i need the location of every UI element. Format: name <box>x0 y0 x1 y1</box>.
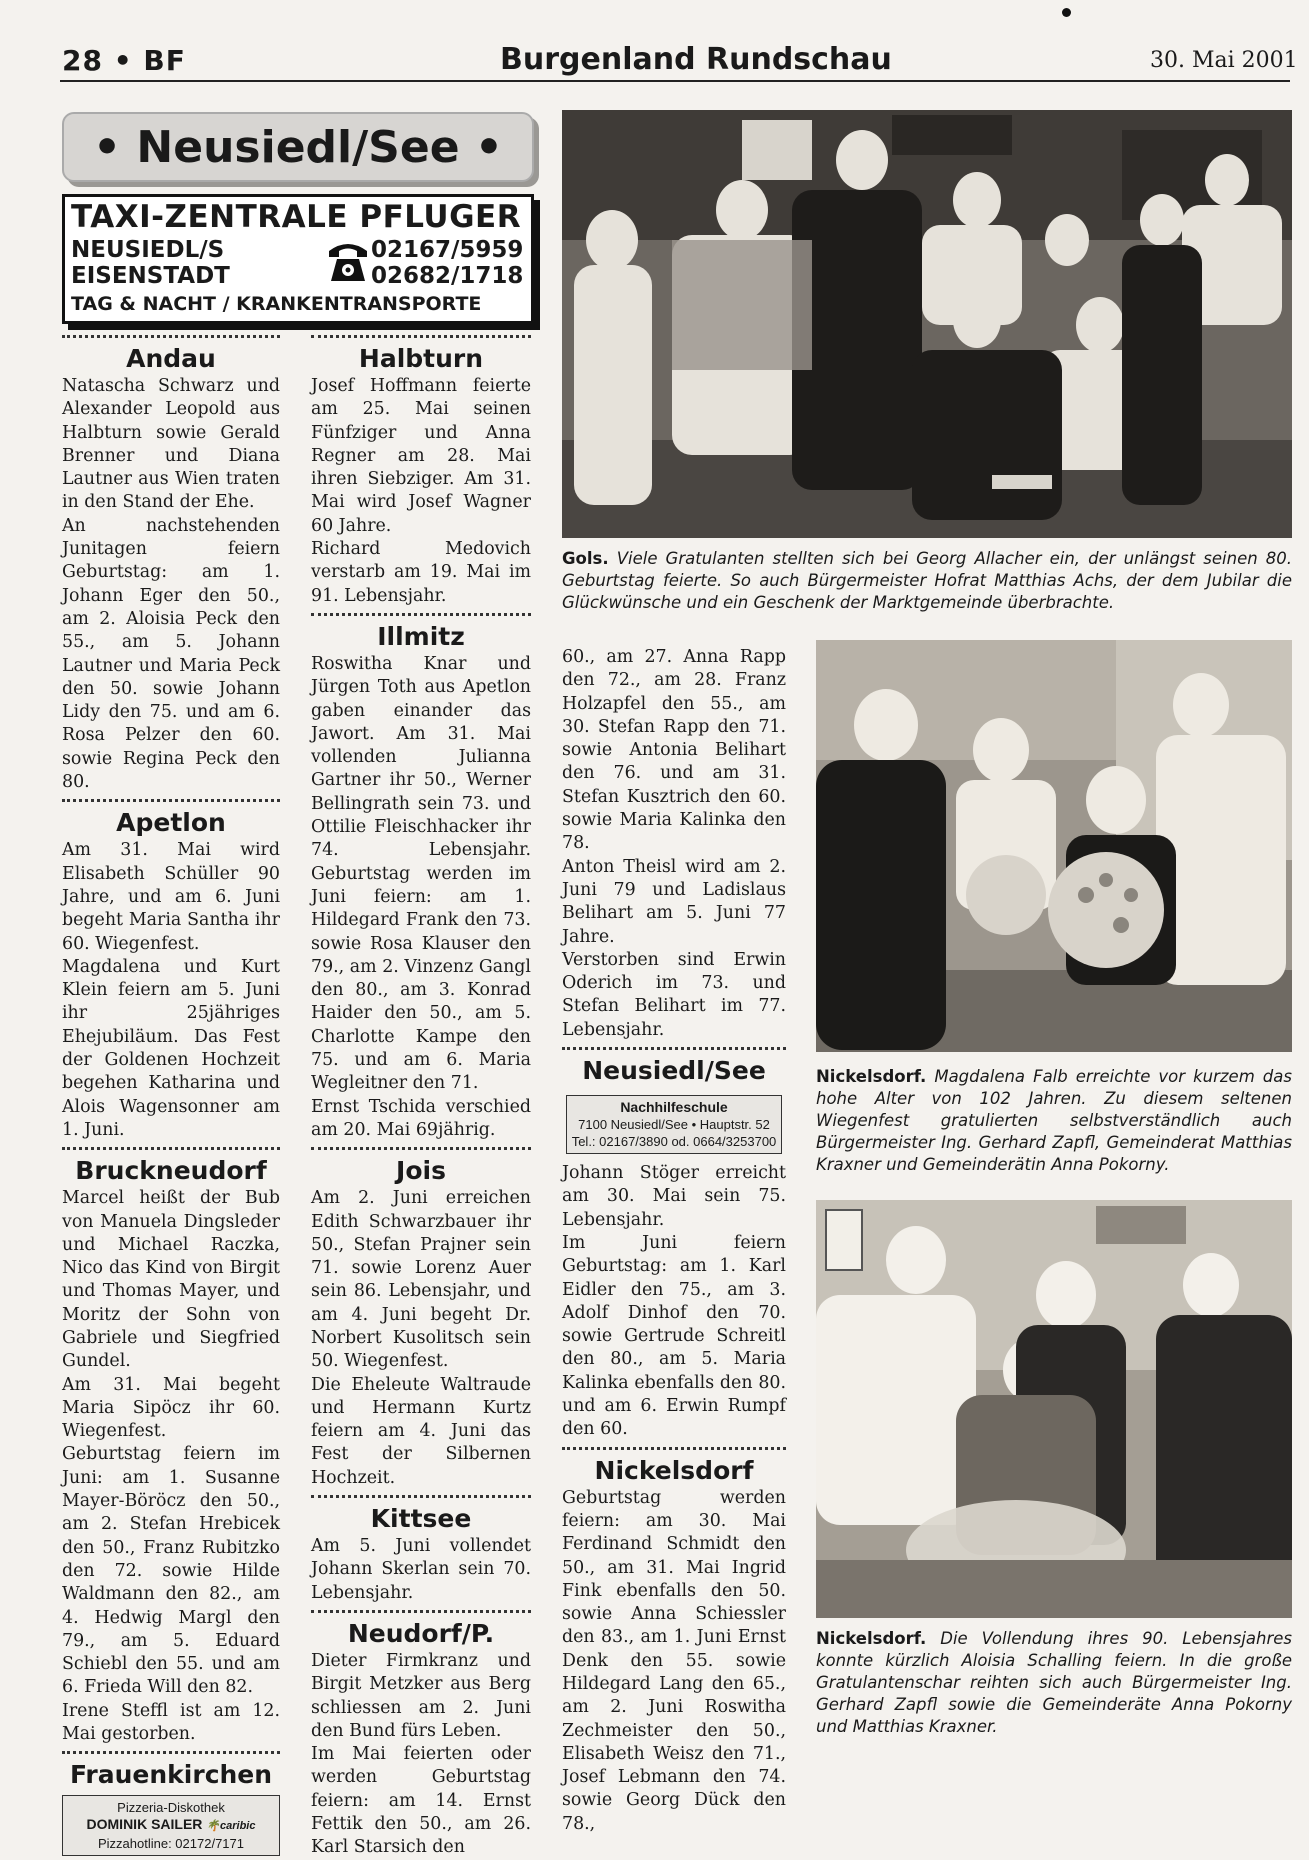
taxi-ad-tagline: TAG & NACHT / KRANKENTRANSPORTE <box>71 293 482 315</box>
dotted-separator <box>62 1147 280 1150</box>
article-apetlon-2: Magdalena und Kurt Klein feiern am 5. Juni ihr 25jähriges Ehejubiläum. Das Fest der Goldenen Hochzeit begehen Katharina und Alois Wagensonner am 1. Juni. <box>62 956 280 1140</box>
caption-nickelsdorf-1 <box>816 1066 1292 1176</box>
taxi-ad-phone1: 02167/5959 <box>371 237 524 263</box>
heading-illmitz: Illmitz <box>377 621 465 651</box>
print-dot <box>1062 8 1071 17</box>
dotted-separator <box>311 1495 531 1498</box>
article-illmitz-continued-2: Anton Theisl wird am 2. Juni 79 und Ladislaus Belihart am 5. Juni 77 Jahre. <box>562 856 786 947</box>
article-andau: Natascha Schwarz und Alexander Leopold aus Halbturn sowie Gerald Brenner und Diana Lautner aus Wien traten in den Stand der Ehe. <box>62 376 280 513</box>
heading-frauenkirchen: Frauenkirchen <box>69 1760 273 1790</box>
caption-nickelsdorf-2-text: Die Vollendung ihres 90. Lebensjahres konnte kürzlich Aloisia Schalling feiern. In die große Gratulantenschar reihten sich auch Bürgermeister Ing. Gerhard Zapfl sowie die Gemeinderäte Anna Pokorny und Matthias Kraxner. <box>816 1629 1293 1736</box>
caption-nickelsdorf-2 <box>816 1628 1292 1738</box>
taxi-ad-city1: NEUSIEDL/S <box>71 237 225 263</box>
caption-gols-text: Viele Gratulanten stellten sich bei Georg Allacher ein, der unlängst seinen 80. Geburtstag feierte. So auch Bürgermeister Hofrat Matthias Achs, der dem Jubilar die Glückwünsche und ein Geschenk der Marktgemeinde überbrachte. <box>562 549 1293 612</box>
article-neudorf: Dieter Firmkranz und Birgit Metzker aus Berg schliessen am 2. Juni den Bund fürs Leben. <box>311 1650 531 1741</box>
caption-gols <box>562 548 1292 614</box>
nachhilfe-ad-phone: Tel.: 02167/3890 od. 0664/3253700 <box>571 1134 777 1150</box>
article-halbturn-2: Richard Medovich verstarb am 19. Mai im 91. Lebensjahr. <box>311 539 531 606</box>
nachhilfe-ad <box>566 1095 782 1154</box>
article-halbturn: Josef Hoffmann feierte am 25. Mai seinen Fünfziger und Anna Regner am 28. Mai ihren Siebziger. Am 31. Mai wird Josef Wagner 60 Jahre. <box>311 376 531 536</box>
dotted-separator <box>562 1047 786 1050</box>
dotted-separator <box>62 1751 280 1754</box>
taxi-ad-phone2: 02682/1718 <box>371 263 524 289</box>
article-neusiedl: Johann Stöger erreicht am 30. Mai sein 75. Lebensjahr. <box>562 1163 786 1230</box>
article-kittsee: Am 5. Juni vollendet Johann Skerlan sein 70. Lebensjahr. <box>311 1536 531 1603</box>
heading-nickelsdorf: Nickelsdorf <box>594 1455 754 1485</box>
dotted-separator <box>311 335 531 338</box>
taxi-ad <box>62 194 534 324</box>
article-bruckneudorf: Marcel heißt der Bub von Manuela Dingsleder und Michael Raczka, Nico das Kind von Birgit und Thomas Mayer, und Moritz der Sohn von Gabriele und Siegfried Gundel. <box>62 1188 280 1372</box>
nachhilfe-ad-address: 7100 Neusiedl/See • Hauptstr. 52 <box>578 1117 770 1133</box>
heading-neudorf: Neudorf/P. <box>347 1618 495 1648</box>
taxi-ad-city2: EISENSTADT <box>71 263 230 289</box>
heading-apetlon: Apetlon <box>116 808 226 838</box>
taxi-ad-name: TAXI-ZENTRALE PFLUGER <box>71 199 522 235</box>
article-illmitz: Roswitha Knar und Jürgen Toth aus Apetlon gaben einander das Jawort. Am 31. Mai vollenden Julianna Gartner ihr 50., Werner Bellingrath sein 73. und Ottilie Fleischhacker ihr 74. Lebensjahr. Geburtstag werden im Juni feiern: am 1. Hildegard Frank den 73. sowie Rosa Klauser den 79., am 2. Vinzenz Gangl den 80., am 3. Konrad Haider den 50., am 5. Charlotte Kampe den 75. und am 6. Maria Wegleitner den 71. <box>311 653 531 1094</box>
palm-logo-icon: 🌴caribic <box>206 1820 256 1833</box>
dotted-separator <box>311 613 531 616</box>
heading-neusiedl: Neusiedl/See <box>582 1056 766 1086</box>
pizzeria-ad <box>62 1795 280 1856</box>
photo-nickelsdorf-birthday-90 <box>816 1200 1292 1618</box>
article-jois-2: Die Eheleute Waltraude und Hermann Kurtz feiern am 4. Juni das Fest der Silbernen Hochzeit. <box>311 1374 531 1488</box>
article-jois: Am 2. Juni erreichen Edith Schwarzbauer ihr 50., Stefan Prajner sein 71. sowie Lorenz Auer sein 86. Lebensjahr, und am 4. Juni begeht Dr. Norbert Kusolitsch sein 50. Wiegenfest. <box>311 1188 531 1372</box>
dotted-separator <box>311 1610 531 1613</box>
page-number: 28 • BF <box>62 44 186 77</box>
caption-nickelsdorf-2-place: Nickelsdorf. <box>816 1629 927 1648</box>
article-illmitz-continued-3: Verstorben sind Erwin Oderich im 73. und Stefan Belihart im 77. Lebensjahr. <box>562 949 786 1040</box>
dotted-separator <box>311 1147 531 1150</box>
photo-nickelsdorf-birthday-102 <box>816 640 1292 1052</box>
pizzeria-ad-line1: Pizzeria-Diskothek <box>117 1800 225 1816</box>
heading-andau: Andau <box>126 344 216 373</box>
heading-jois: Jois <box>396 1156 446 1186</box>
publication-title: Burgenland Rundschau <box>500 42 892 77</box>
nachhilfe-ad-name: Nachhilfeschule <box>620 1099 728 1116</box>
issue-date: 30. Mai 2001 <box>1150 48 1298 73</box>
article-andau-2: An nachstehenden Junitagen feiern Geburtstag: am 1. Johann Eger den 50., am 2. Aloisia Peck den 55., am 5. Johann Lautner und Maria Peck den 50. sowie Johann Lidy den 75. und am 6. Rosa Pelzer den 60. sowie Regina Peck den 80. <box>62 515 280 793</box>
article-bruckneudorf-3: Geburtstag feiern im Juni: am 1. Susanne Mayer-Böröcz den 50., am 2. Stefan Hrebicek den 50., Franz Rubitzko den 72. sowie Hilde Waldmann den 82., am 4. Hedwig Margl den 79., am 5. Eduard Schiebl den 55. und am 6. Frieda Will den 82. <box>62 1444 280 1698</box>
dotted-separator <box>62 335 280 338</box>
article-neudorf-2: Im Mai feierten oder werden Geburtstag feiern: am 14. Ernst Fettik den 50., am 26. Karl Starsich den <box>311 1744 531 1858</box>
region-banner: • Neusiedl/See • <box>62 112 534 182</box>
article-illmitz-continued: 60., am 27. Anna Rapp den 72., am 28. Franz Holzapfel den 55., am 30. Stefan Rapp den 71. sowie Antonia Belihart den 76. und am 31. Stefan Kusztrich den 60. sowie Maria Kalinka den 78. <box>562 647 786 854</box>
dotted-separator <box>62 799 280 802</box>
pizzeria-ad-name: DOMINIK SAILER 🌴caribic <box>86 1816 256 1833</box>
article-bruckneudorf-4: Irene Steffl ist am 12. Mai gestorben. <box>62 1700 280 1745</box>
heading-halbturn: Halbturn <box>358 344 484 373</box>
heading-bruckneudorf: Bruckneudorf <box>75 1156 267 1186</box>
column-3 <box>562 646 786 1836</box>
dotted-separator <box>562 1447 786 1450</box>
article-nickelsdorf: Geburtstag werden feiern: am 30. Mai Ferdinand Schmidt den 50., am 31. Mai Ingrid Fink ebenfalls den 50. sowie Anna Schiessler den 83., am 1. Juni Ernst Denk den 55. sowie Hildegard Lang den 65., am 2. Juni Roswitha Zechmeister den 50., Elisabeth Weisz den 71., Josef Lebmann den 74. sowie Georg Dück den 78., <box>562 1487 786 1834</box>
article-bruckneudorf-2: Am 31. Mai begeht Maria Sipöcz ihr 60. Wiegenfest. <box>62 1374 280 1442</box>
column-1 <box>62 330 280 1860</box>
caption-nickelsdorf-1-place: Nickelsdorf. <box>816 1067 927 1086</box>
masthead-rule <box>60 80 1290 82</box>
photo-gols-group <box>562 110 1292 538</box>
pizzeria-ad-hotline: Pizzahotline: 02172/7171 <box>97 1836 244 1852</box>
caption-nickelsdorf-1-text: Magdalena Falb erreichte vor kurzem das hohe Alter von 102 Jahren. Zu diesem seltenen Wiegenfest gratulierten selbstverständlich auch Bürgermeister Ing. Gerhard Zapfl, Gemeinderat Matthias Kraxner und Gemeinderätin Anna Pokorny. <box>816 1067 1292 1174</box>
column-2 <box>311 330 531 1860</box>
caption-gols-place: Gols. <box>562 549 609 568</box>
article-apetlon: Am 31. Mai wird Elisabeth Schüller 90 Jahre, und am 6. Juni begeht Maria Santha ihr 60. Wiegenfest. <box>62 840 280 954</box>
article-neusiedl-2: Im Juni feiern Geburtstag: am 1. Karl Eidler den 75., am 3. Adolf Dinhof den 70. sowie Gertrude Schreitl den 80., am 5. Maria Kalinka ebenfalls den 80. und am 6. Erwin Rumpf den 60. <box>562 1232 786 1440</box>
heading-kittsee: Kittsee <box>370 1504 472 1534</box>
article-illmitz-2: Ernst Tschida verschied am 20. Mai 69jährig. <box>311 1096 531 1140</box>
telephone-icon <box>327 237 369 283</box>
